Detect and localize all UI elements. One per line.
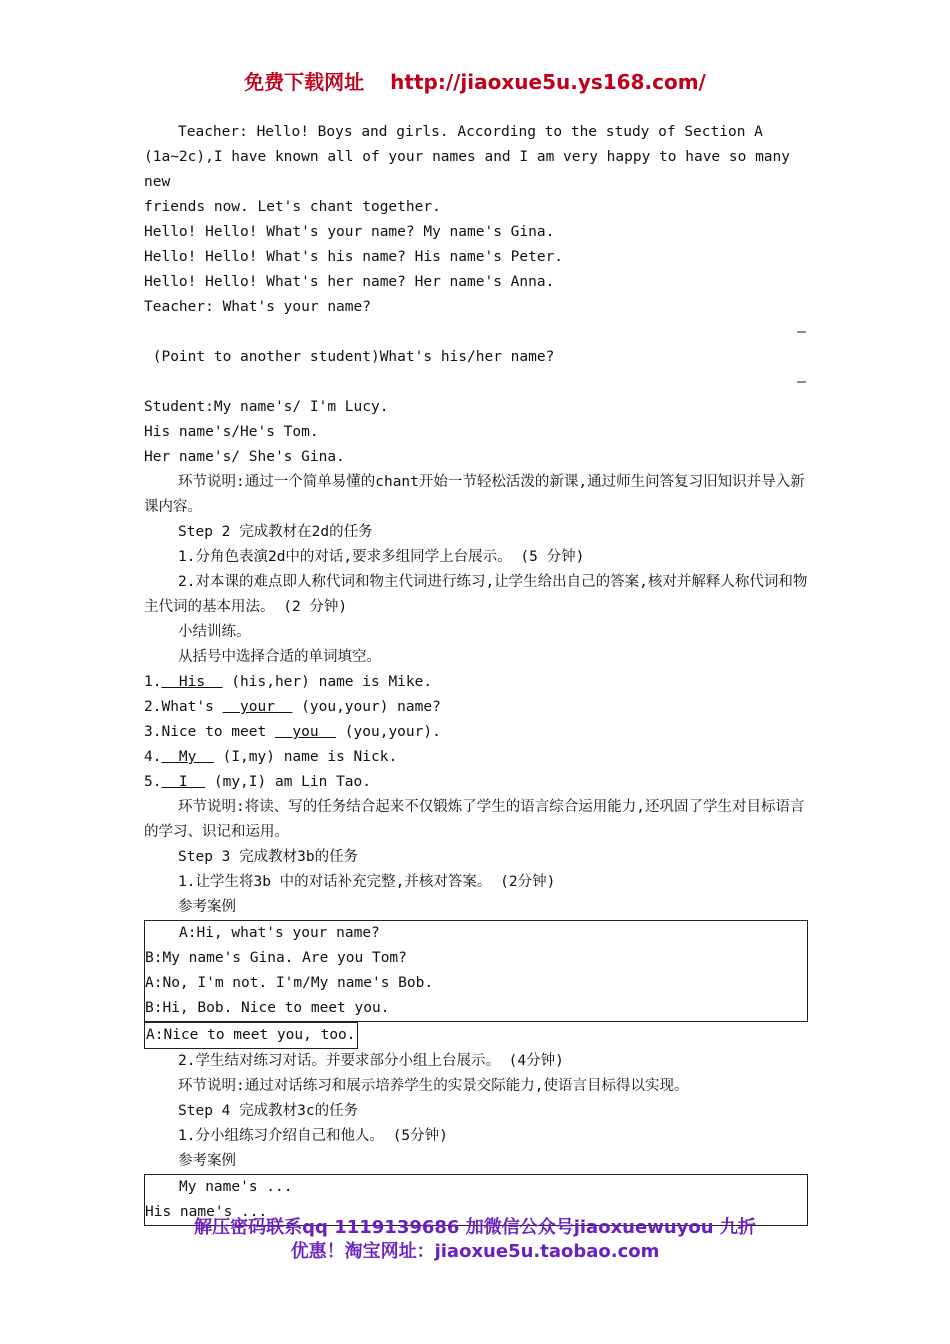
step-item: 2.学生结对练习对话。并要求部分小组上台展示。 (4分钟)	[178, 1053, 564, 1069]
exercise-item	[144, 745, 808, 770]
chant-line: Hello! Hello! What's his name? His name's Peter.	[144, 249, 564, 265]
step-item: 1.让学生将3b 中的对话补充完整,并核对答案。 (2分钟)	[178, 874, 556, 890]
step-item: 2.对本课的难点即人称代词和物主代词进行练习,让学生给出自己的答案,核对并解释人称代词和物主代词的基本用法。 (2 分钟)	[144, 574, 808, 615]
exercise-item	[144, 695, 808, 720]
exercise-suffix: (you,your).	[336, 724, 441, 740]
exercise-prefix: 5.	[144, 774, 162, 790]
exercise-answer: His	[161, 674, 223, 690]
chant-line: Hello! Hello! What's her name? Her name's Anna.	[144, 274, 555, 290]
step-heading: Step 2 完成教材在2d的任务	[178, 524, 373, 540]
exercise-prefix: 1.	[144, 674, 162, 690]
dialogue-line: A:No, I'm not. I'm/My name's Bob.	[145, 975, 434, 991]
exercise-answer: your	[222, 699, 293, 715]
dialogue-line: A:Nice to meet you, too.	[144, 1022, 358, 1049]
dash-mark: —	[797, 324, 806, 340]
reference-dialogue-box	[144, 920, 808, 1022]
student-answer: Student:My name's/ I'm Lucy.	[144, 399, 389, 415]
exercise-item	[144, 670, 808, 695]
point-question: (Point to another student)What's his/her name?	[144, 349, 555, 365]
intro-line: friends now. Let's chant together.	[144, 199, 441, 215]
intro-line: (1a~2c),I have known all of your names and I am very happy to have so many new	[144, 149, 799, 190]
example-line: His name's ...	[145, 1204, 268, 1220]
document-body	[144, 120, 808, 1226]
exercise-answer: I	[161, 774, 206, 790]
exercise-answer: you	[274, 724, 337, 740]
exercise-item	[144, 770, 808, 795]
exercise-prefix: 2.What's	[144, 699, 223, 715]
contact-footer	[0, 1216, 950, 1264]
step-heading: Step 4 完成教材3c的任务	[178, 1103, 359, 1119]
dialogue-line: A:Hi, what's your name?	[179, 925, 380, 941]
exercise-prefix: 4.	[144, 749, 162, 765]
summary-label: 小结训练。	[178, 624, 251, 640]
exercise-suffix: (I,my) name is Nick.	[213, 749, 398, 765]
exercise-answer: My	[161, 749, 214, 765]
dialogue-line: B:My name's Gina. Are you Tom?	[145, 950, 407, 966]
dialogue-line: B:Hi, Bob. Nice to meet you.	[145, 1000, 390, 1016]
teacher-question: Teacher: What's your name?	[144, 299, 371, 315]
intro-line: Teacher: Hello! Boys and girls. According to the study of Section A	[178, 124, 763, 140]
reference-label: 参考案例	[178, 1153, 236, 1169]
header-url-link[interactable]: http://jiaoxue5u.ys168.com/	[390, 70, 706, 94]
dash-mark: —	[797, 374, 806, 390]
exercise-item	[144, 720, 808, 745]
exercise-suffix: (you,your) name?	[292, 699, 441, 715]
exercise-suffix: (his,her) name is Mike.	[222, 674, 433, 690]
header-label: 免费下载网址	[244, 70, 365, 94]
exercise-suffix: (my,I) am Lin Tao.	[205, 774, 371, 790]
section-note: 环节说明:通过一个简单易懂的chant开始一节轻松活泼的新课,通过师生问答复习旧知识并导入新课内容。	[144, 474, 805, 515]
exercise-prefix: 3.Nice to meet	[144, 724, 275, 740]
chant-line: Hello! Hello! What's your name? My name's Gina.	[144, 224, 555, 240]
download-header	[0, 66, 950, 95]
step-item: 1.分小组练习介绍自己和他人。 (5分钟)	[178, 1128, 448, 1144]
exercise-instruction: 从括号中选择合适的单词填空。	[178, 649, 381, 665]
section-note: 环节说明:通过对话练习和展示培养学生的实景交际能力,使语言目标得以实现。	[178, 1078, 689, 1094]
step-heading: Step 3 完成教材3b的任务	[178, 849, 359, 865]
section-note: 环节说明:将读、写的任务结合起来不仅锻炼了学生的语言综合运用能力,还巩固了学生对目标语言的学习、识记和运用。	[144, 799, 805, 840]
reference-label: 参考案例	[178, 899, 236, 915]
example-line: My name's ...	[179, 1179, 293, 1195]
student-answer: His name's/He's Tom.	[144, 424, 319, 440]
footer-line: 解压密码联系qq 1119139686 加微信公众号jiaoxuewuyou 九折	[194, 1217, 756, 1238]
student-answer: Her name's/ She's Gina.	[144, 449, 345, 465]
footer-line: 优惠！淘宝网址：jiaoxue5u.taobao.com	[290, 1241, 660, 1262]
step-item: 1.分角色表演2d中的对话,要求多组同学上台展示。 (5 分钟)	[178, 549, 585, 565]
